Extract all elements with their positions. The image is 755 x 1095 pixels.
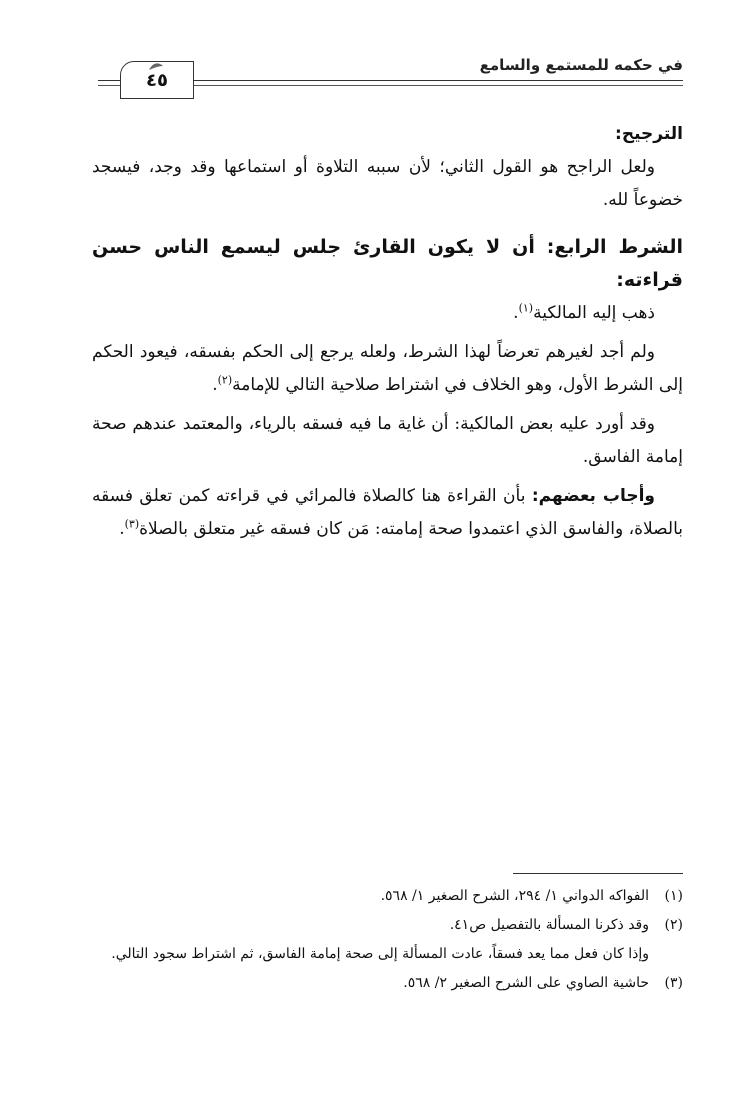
answer-text: بأن القراءة هنا كالصلاة فالمرائي في قراءته كمن تعلق فسقه بالصلاة، والفاسق الذي اعتمدوا صحة إمامته: مَن كان فسقه غير متعلق بالصلاة	[92, 486, 683, 539]
paragraph-one-text: ولم أجد لغيرهم تعرضاً لهذا الشرط، ولعله يرجع إلى الحكم بفسقه، فيعود الحكم إلى الشرط الأول، وهو الخلاف في اشتراط صلاحية التالي للإمامة	[92, 342, 683, 395]
footnote-continuation: وإذا كان فعل مما يعد فسقاً، عادت المسألة إلى صحة إمامة الفاسق، ثم اشتراط سجود التالي.	[111, 946, 649, 962]
footnote-text: الفواكه الدواني ١/ ٢٩٤، الشرح الصغير ١/ ٥٦٨.	[380, 888, 649, 904]
footnote-separator	[513, 873, 683, 874]
tarjih-heading: الترجيح:	[615, 124, 683, 144]
answer-paragraph: وأجاب بعضهم: بأن القراءة هنا كالصلاة فالمرائي في قراءته كمن تعلق فسقه بالصلاة، والفاسق الذي اعتمدوا صحة إمامته: مَن كان فسقه غير متعلق بالصلاة$^{(٣)}$.	[92, 486, 683, 539]
footnote-text: حاشية الصاوي على الشرح الصغير ٢/ ٥٦٨.	[403, 975, 649, 991]
footnotes	[98, 884, 683, 1000]
condition-four-heading: الشرط الرابع: أن لا يكون القارئ جلس ليسمع الناس حسن قراءته:	[92, 236, 683, 291]
footnote-ref-2[interactable]: (٢)	[217, 373, 233, 387]
footnote-number: (١)	[664, 888, 683, 904]
malikiyya-text: ذهب إليه المالكية	[533, 303, 655, 323]
paragraph-two: وقد أورد عليه بعض المالكية: أن غاية ما فيه فسقه بالرياء، والمعتمد عندهم صحة إمامة الفاسق.	[92, 414, 683, 467]
page-number: ٤٥	[146, 69, 168, 91]
footnote-text: وقد ذكرنا المسألة بالتفصيل ص٤١.	[449, 917, 649, 933]
tarjih-paragraph: ولعل الراجح هو القول الثاني؛ لأن سببه التلاوة أو استماعها وقد وجد، فيسجد خضوعاً لله.	[92, 157, 683, 210]
running-title: في حكمه للمستمع والسامع	[479, 56, 683, 74]
footnote-ref-3[interactable]: (٣)	[124, 517, 140, 531]
footnote-item	[98, 971, 683, 996]
footnote-item	[98, 884, 683, 909]
main-text	[92, 118, 683, 546]
paragraph-one: ولم أجد لغيرهم تعرضاً لهذا الشرط، ولعله يرجع إلى الحكم بفسقه، فيعود الحكم إلى الشرط الأول، وهو الخلاف في اشتراط صلاحية التالي للإمامة$^{(٢)}$.	[92, 342, 683, 395]
leaf-ornament-icon	[148, 60, 164, 72]
footnote-item	[98, 913, 683, 938]
footnote-number: (٣)	[664, 975, 683, 991]
malikiyya-paragraph: ذهب إليه المالكية$^{(١)}$.	[513, 301, 655, 323]
answer-lead: وأجاب بعضهم:	[531, 486, 655, 506]
footnote-number: (٢)	[664, 917, 683, 933]
footnote-ref-1[interactable]: (١)	[518, 301, 534, 315]
